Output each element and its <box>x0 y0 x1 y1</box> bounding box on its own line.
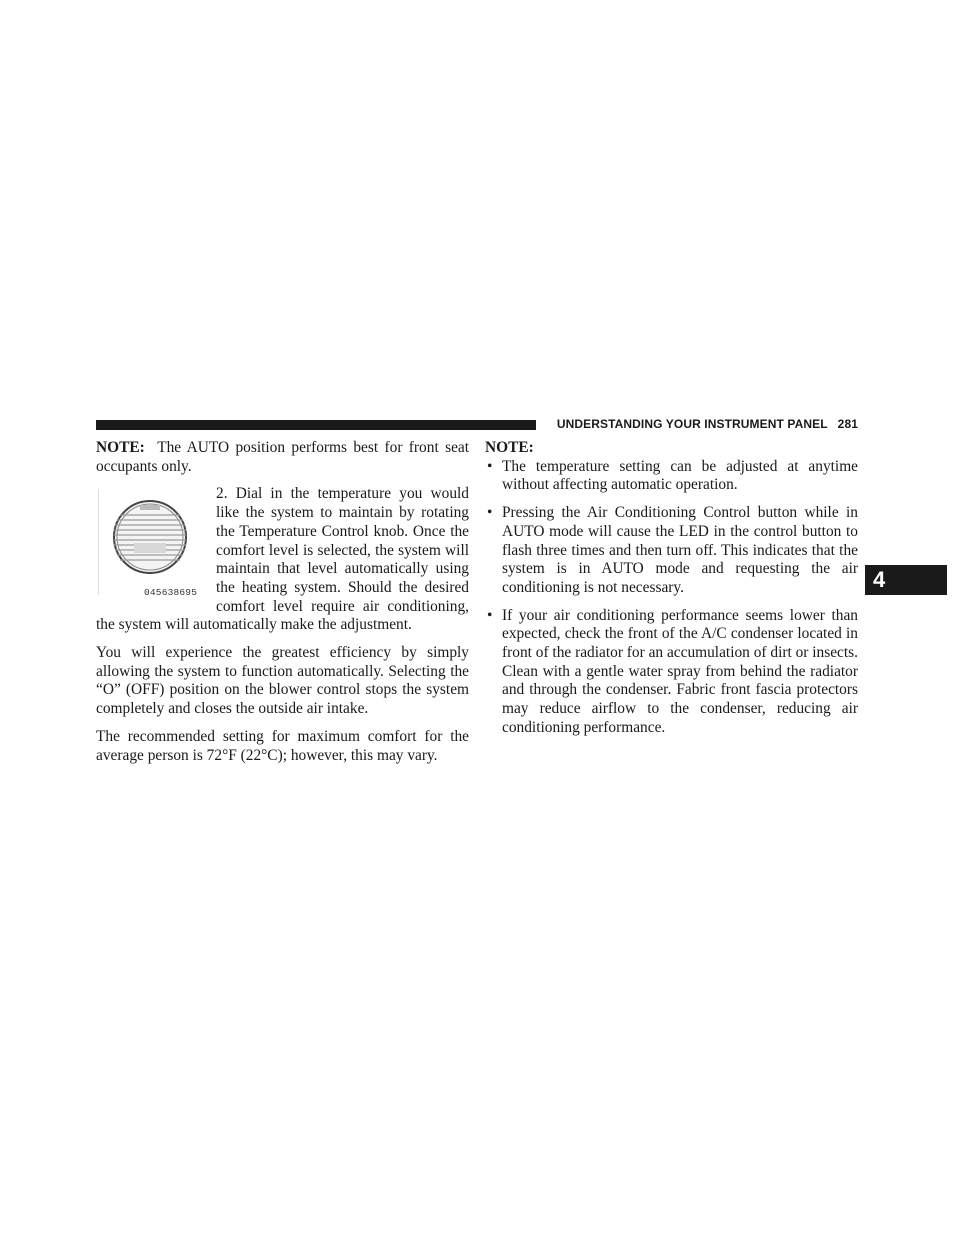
page-number: 281 <box>837 417 858 431</box>
note-text: The AUTO position performs best for front seat occupants only. <box>96 439 470 475</box>
list-item: • The temperature setting can be adjusted at anytime without affecting automatic operation. <box>487 457 858 494</box>
section-title: UNDERSTANDING YOUR INSTRUMENT PANEL <box>556 417 828 431</box>
bullet-icon: • <box>487 504 493 522</box>
running-header <box>545 417 858 431</box>
paragraph-comfort: The recommended setting for maximum comfort for the average person is 72°F (22°C); however, this may vary. <box>96 727 469 764</box>
bullet-icon: • <box>487 457 493 475</box>
note-heading <box>485 439 858 458</box>
chapter-tab: 4 <box>865 565 947 595</box>
note-label: NOTE: <box>96 439 145 456</box>
list-item: • Pressing the Air Conditioning Control button while in AUTO mode will cause the LED in the control button to flash three times and then turn off. This indicates that the system is in AUTO mode and requesting the air conditioning is not necessary. <box>487 504 858 596</box>
temperature-knob-figure <box>96 485 208 601</box>
figure-id: 045638695 <box>144 587 198 599</box>
paragraph-efficiency: You will experience the greatest efficiency by simply allowing the system to function automatically. Selecting the “O” (OFF) position on the blower control stops the system completely and closes the outside air intake. <box>96 644 469 718</box>
header-rule <box>96 420 536 430</box>
note-auto-position <box>96 439 469 476</box>
note-label: NOTE: <box>485 439 534 456</box>
note-bullet-list <box>485 458 858 738</box>
left-column <box>96 439 469 774</box>
list-item: • If your air conditioning performance seems lower than expected, check the front of the A/C condenser located in front of the radiator for an accumulation of dirt or insects. Clean with a gentle water spray from behind the radiator and through the condenser. Fabric front fascia protectors may reduce airflow to the condenser, reducing air conditioning performance. <box>487 606 858 736</box>
step-2-text: 2. Dial in the temperature you would like the system to maintain by rotating the Temperature Control knob. Once the comfort level is selected, the system will maintain that level automatically using the heating system. Should the desired comfort level require air conditioning, the system will automatically make the adjustment. <box>96 485 469 634</box>
right-column <box>485 439 858 747</box>
bullet-icon: • <box>487 606 493 624</box>
